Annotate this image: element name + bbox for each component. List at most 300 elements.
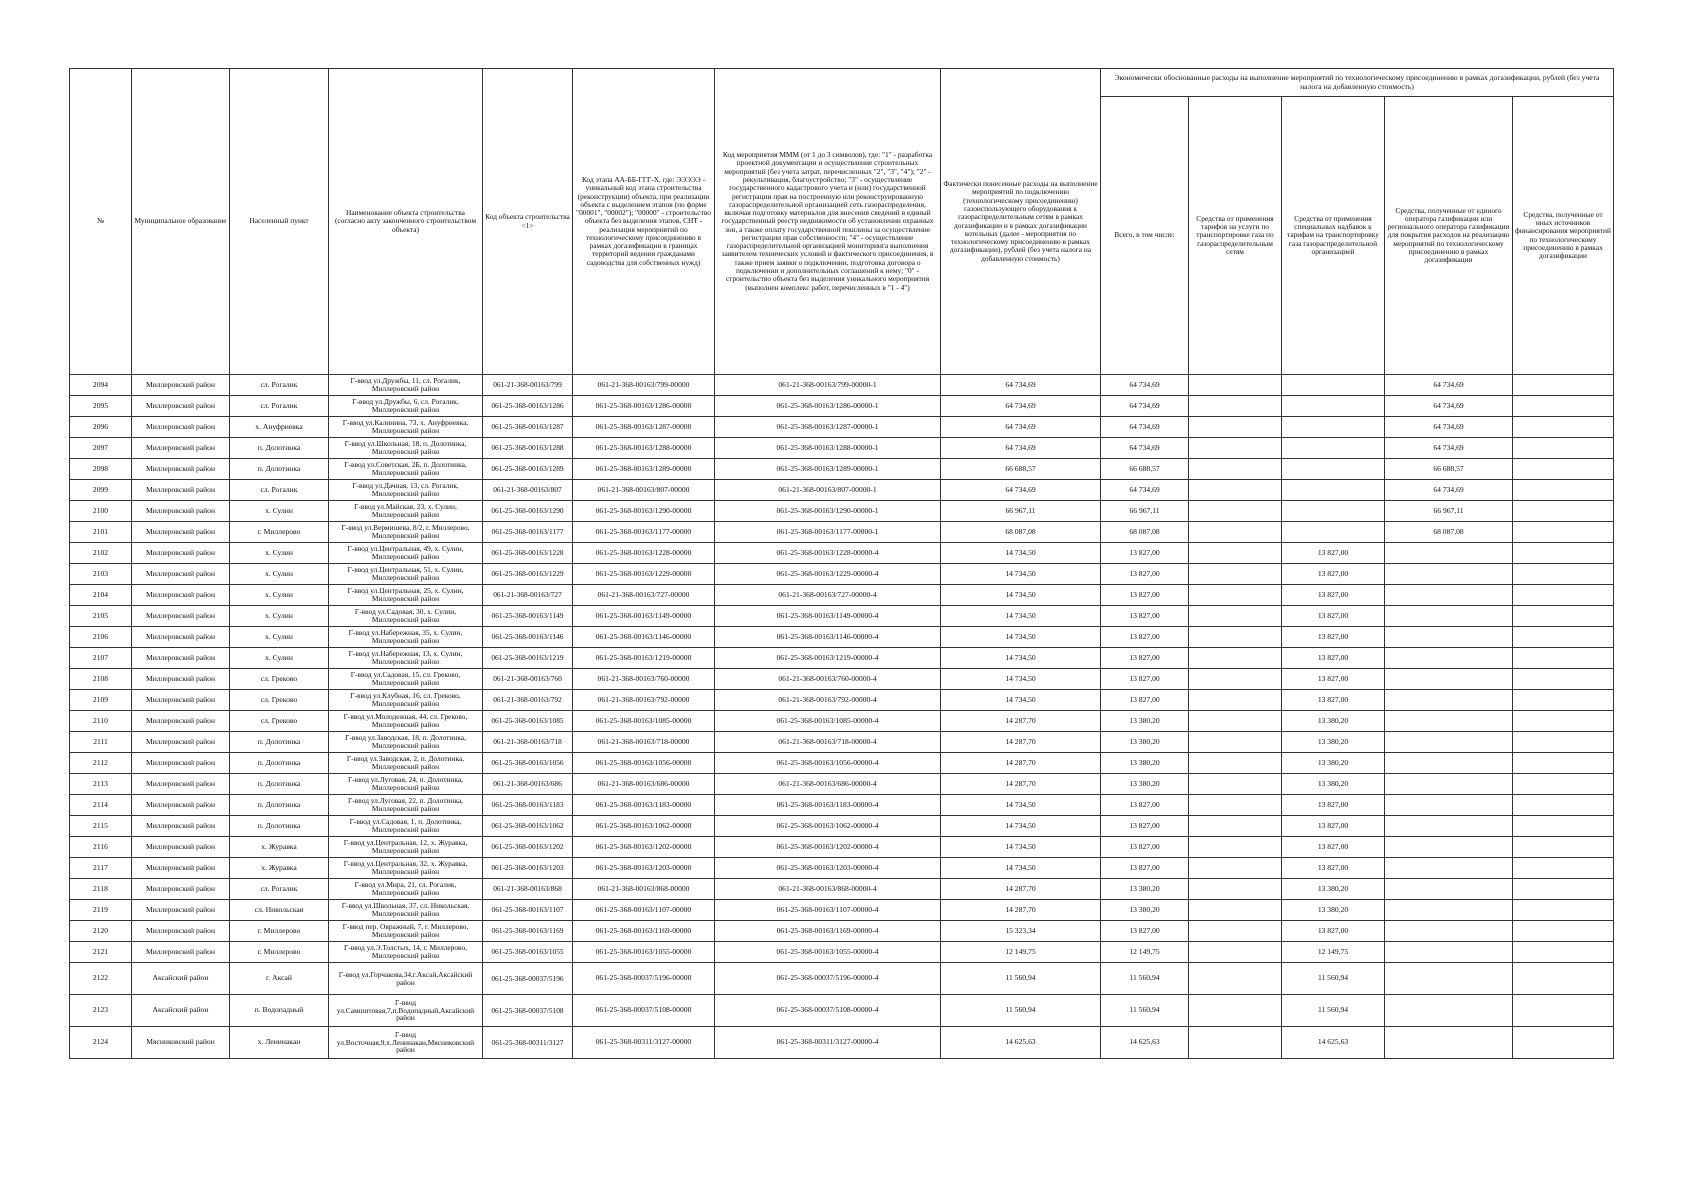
table-row — [70, 963, 1614, 995]
cell-operator-funds — [1385, 858, 1513, 879]
cell-stage-code: 061-21-368-00163/868-00000 — [573, 879, 715, 900]
cell-municipality: Аксайский район — [132, 963, 230, 995]
table-row — [70, 438, 1614, 459]
cell-event-code: 061-25-368-00163/1219-00000-4 — [715, 648, 941, 669]
cell-object-name: Г-ввод ул.Луговая, 22, п. Долотинка, Миллеровский район — [329, 795, 483, 816]
cell-other-sources — [1513, 543, 1614, 564]
cell-settlement: п. Долотинка — [230, 753, 329, 774]
cell-event-code: 061-21-368-00163/868-00000-4 — [715, 879, 941, 900]
cell-special-markup: 13 827,00 — [1282, 585, 1385, 606]
cell-actual-costs: 64 734,69 — [941, 480, 1101, 501]
cell-event-code: 061-21-368-00163/718-00000-4 — [715, 732, 941, 753]
cell-other-sources — [1513, 501, 1614, 522]
cell-other-sources — [1513, 438, 1614, 459]
cell-object-name: Г-ввод ул.Советская, 2Б, п. Долотинка, Миллеровский район — [329, 459, 483, 480]
cell-stage-code: 061-25-368-00163/1169-00000 — [573, 921, 715, 942]
cell-event-code: 061-25-368-00163/1177-00000-1 — [715, 522, 941, 543]
cell-municipality: Миллеровский район — [132, 879, 230, 900]
cell-actual-costs: 14 287,70 — [941, 711, 1101, 732]
header-stage-code: Код этапа АА-ББ-ГГГ-Х, где: ЭЭЭЭЭ - уникальный код этапа строительства (реконструкции) объекта, при реализации объекта с выделением этапов (по форме "00001", "00002"); "00000" - строительство объекта без выделения этапов, СНТ - реализация мероприятий по технологическому присоединению в рамках догазификации в границах территорий ведения гражданами садоводства для собственных нужд) — [573, 69, 715, 375]
header-municipality: Муниципальное образование — [132, 69, 230, 375]
cell-object-name: Г-ввод ул.Луговая, 24, п. Долотинка, Миллеровский район — [329, 774, 483, 795]
cell-operator-funds: 64 734,69 — [1385, 438, 1513, 459]
table-row — [70, 690, 1614, 711]
cell-total: 13 380,20 — [1101, 774, 1189, 795]
cell-object-name: Г-ввод ул.Заводская, 18, п. Долотинка, Миллеровский район — [329, 732, 483, 753]
cell-municipality: Миллеровский район — [132, 480, 230, 501]
cell-num: 2117 — [70, 858, 132, 879]
cell-special-markup: 13 380,20 — [1282, 774, 1385, 795]
cell-object-name: Г-ввод ул.Дружбы, 6, сл. Рогалик, Миллеровский район — [329, 396, 483, 417]
cell-settlement: п. Долотинка — [230, 816, 329, 837]
cell-event-code: 061-25-368-00163/1229-00000-4 — [715, 564, 941, 585]
cell-special-markup — [1282, 396, 1385, 417]
cell-other-sources — [1513, 711, 1614, 732]
cell-stage-code: 061-25-368-00163/1290-00000 — [573, 501, 715, 522]
cell-settlement: г. Миллерово — [230, 942, 329, 963]
cell-municipality: Мясниковский район — [132, 1027, 230, 1059]
cell-settlement: сл. Рогалик — [230, 375, 329, 396]
cell-total: 12 149,75 — [1101, 942, 1189, 963]
cell-other-sources — [1513, 1027, 1614, 1059]
cell-event-code: 061-25-368-00037/5196-00000-4 — [715, 963, 941, 995]
cell-event-code: 061-25-368-00163/1228-00000-4 — [715, 543, 941, 564]
cell-special-markup: 13 380,20 — [1282, 711, 1385, 732]
cell-actual-costs: 14 287,70 — [941, 879, 1101, 900]
cell-tariff-transport — [1189, 837, 1282, 858]
cell-tariff-transport — [1189, 879, 1282, 900]
cell-event-code: 061-25-368-00163/1286-00000-1 — [715, 396, 941, 417]
table-row — [70, 711, 1614, 732]
cell-num: 2096 — [70, 417, 132, 438]
cell-event-code: 061-25-368-00163/1183-00000-4 — [715, 795, 941, 816]
cell-object-name: Г-ввод ул.Дружбы, 11, сл. Рогалик, Миллеровский район — [329, 375, 483, 396]
cell-actual-costs: 14 734,50 — [941, 564, 1101, 585]
cell-settlement: п. Долотинка — [230, 459, 329, 480]
cell-municipality: Миллеровский район — [132, 585, 230, 606]
cell-special-markup — [1282, 522, 1385, 543]
table-row — [70, 459, 1614, 480]
header-event-code: Код мероприятия МММ (от 1 до 3 символов), где: "1" - разработка проектной документации и осуществление строительных мероприятий (без учета затрат, перечисленных "2", "3", "4"); "2" - рекультивация, благоустройство; "3" - осуществление государственного кадастрового учета и (или) государственной регистрации прав на построенную или реконструированную газораспределительной организацией сеть газораспределения, включая подготовку материалов для внесения сведений в единый государственный реестр недвижимости об установлении охранных зон, а также оплату государственной пошлины за осуществление регистрации прав собственности; "4" - осуществление газораспределительной организацией мониторинга выполнения заявителем технических условий и фактического присоединения, в также прием заявки о подключении, подготовка договора о подключении и дополнительных соглашений к нему; "0" - строительство объекта без выделения уникального мероприятия (выполнен комплекс работ, перечисленных в "1 - 4") — [715, 69, 941, 375]
cell-object-code: 061-25-368-00163/1146 — [483, 627, 573, 648]
cell-total: 64 734,69 — [1101, 480, 1189, 501]
cell-stage-code: 061-25-368-00163/1228-00000 — [573, 543, 715, 564]
cell-actual-costs: 12 149,75 — [941, 942, 1101, 963]
cell-operator-funds — [1385, 606, 1513, 627]
table-row — [70, 585, 1614, 606]
cell-settlement: п. Долотинка — [230, 795, 329, 816]
cell-actual-costs: 14 734,50 — [941, 837, 1101, 858]
cell-special-markup: 13 827,00 — [1282, 627, 1385, 648]
cell-actual-costs: 11 560,94 — [941, 995, 1101, 1027]
table-header — [70, 69, 1614, 375]
cell-object-name: Г-ввод ул.Набережная, 13, х. Сулин, Миллеровский район — [329, 648, 483, 669]
cell-municipality: Миллеровский район — [132, 795, 230, 816]
cell-other-sources — [1513, 858, 1614, 879]
cell-event-code: 061-25-368-00163/1290-00000-1 — [715, 501, 941, 522]
cell-special-markup: 13 827,00 — [1282, 648, 1385, 669]
cell-other-sources — [1513, 585, 1614, 606]
cell-tariff-transport — [1189, 585, 1282, 606]
cell-other-sources — [1513, 795, 1614, 816]
cell-object-name: Г-ввод ул.Садовая, 30, х. Сулин, Миллеровский район — [329, 606, 483, 627]
cell-municipality: Миллеровский район — [132, 858, 230, 879]
table-row — [70, 900, 1614, 921]
cell-stage-code: 061-21-368-00163/686-00000 — [573, 774, 715, 795]
cell-municipality: Миллеровский район — [132, 606, 230, 627]
cell-municipality: Миллеровский район — [132, 648, 230, 669]
cell-num: 2118 — [70, 879, 132, 900]
cell-object-code: 061-25-368-00163/1202 — [483, 837, 573, 858]
cell-stage-code: 061-25-368-00163/1287-00000 — [573, 417, 715, 438]
cell-object-code: 061-25-368-00163/1203 — [483, 858, 573, 879]
cell-municipality: Миллеровский район — [132, 942, 230, 963]
cell-other-sources — [1513, 816, 1614, 837]
cell-stage-code: 061-25-368-00163/1085-00000 — [573, 711, 715, 732]
cell-object-name: Г-ввод ул.Садовая, 15, сл. Греково, Миллеровский район — [329, 669, 483, 690]
cell-object-name: Г-ввод ул.Центральная, 49, х. Сулин, Миллеровский район — [329, 543, 483, 564]
cell-actual-costs: 14 734,50 — [941, 543, 1101, 564]
cell-actual-costs: 64 734,69 — [941, 396, 1101, 417]
cell-total: 13 380,20 — [1101, 753, 1189, 774]
header-special-markup: Средства от применения специальных надбавок к тарифам на транспортировку газа газораспределительной организацией — [1282, 97, 1385, 375]
cell-tariff-transport — [1189, 501, 1282, 522]
table-row — [70, 879, 1614, 900]
cell-other-sources — [1513, 879, 1614, 900]
cell-tariff-transport — [1189, 375, 1282, 396]
cell-total: 13 827,00 — [1101, 648, 1189, 669]
cell-object-code: 061-25-368-00163/1169 — [483, 921, 573, 942]
cell-stage-code: 061-21-368-00163/760-00000 — [573, 669, 715, 690]
cell-object-code: 061-25-368-00163/1177 — [483, 522, 573, 543]
cell-event-code: 061-21-368-00163/792-00000-4 — [715, 690, 941, 711]
header-eco-group: Экономически обоснованные расходы на выполнение мероприятий по технологическому присоединению в рамках догазификации, рублей (без учета налога на добавленную стоимость) — [1101, 69, 1614, 97]
cell-object-name: Г-ввод ул.Садовая, 1, п. Долотинка, Миллеровский район — [329, 816, 483, 837]
cell-other-sources — [1513, 837, 1614, 858]
cell-object-code: 061-25-368-00037/5196 — [483, 963, 573, 995]
cell-object-name: Г-ввод ул.Дачная, 13, сл. Рогалик, Миллеровский район — [329, 480, 483, 501]
cell-municipality: Миллеровский район — [132, 711, 230, 732]
cell-special-markup — [1282, 375, 1385, 396]
cell-total: 13 827,00 — [1101, 606, 1189, 627]
cell-object-name: Г-ввод ул.Центральная, 25, х. Сулин, Миллеровский район — [329, 585, 483, 606]
cell-stage-code: 061-21-368-00163/799-00000 — [573, 375, 715, 396]
cell-event-code: 061-21-368-00163/760-00000-4 — [715, 669, 941, 690]
cell-num: 2104 — [70, 585, 132, 606]
cell-tariff-transport — [1189, 564, 1282, 585]
cell-operator-funds: 64 734,69 — [1385, 375, 1513, 396]
cell-actual-costs: 14 734,50 — [941, 816, 1101, 837]
cell-event-code: 061-25-368-00163/1056-00000-4 — [715, 753, 941, 774]
cell-object-code: 061-21-368-00163/727 — [483, 585, 573, 606]
cell-actual-costs: 14 287,70 — [941, 774, 1101, 795]
cell-settlement: х. Журавка — [230, 837, 329, 858]
cell-stage-code: 061-25-368-00163/1202-00000 — [573, 837, 715, 858]
cell-object-code: 061-25-368-00037/5108 — [483, 995, 573, 1027]
cell-tariff-transport — [1189, 732, 1282, 753]
table-row — [70, 669, 1614, 690]
table-row — [70, 1027, 1614, 1059]
cell-settlement: п. Водопадный — [230, 995, 329, 1027]
cell-actual-costs: 66 688,57 — [941, 459, 1101, 480]
cell-stage-code: 061-25-368-00163/1056-00000 — [573, 753, 715, 774]
cell-other-sources — [1513, 606, 1614, 627]
cell-stage-code: 061-25-368-00163/1229-00000 — [573, 564, 715, 585]
cell-tariff-transport — [1189, 522, 1282, 543]
cell-operator-funds — [1385, 963, 1513, 995]
cell-settlement: х. Ануфриевка — [230, 417, 329, 438]
cell-event-code: 061-25-368-00163/1149-00000-4 — [715, 606, 941, 627]
cell-event-code: 061-25-368-00311/3127-00000-4 — [715, 1027, 941, 1059]
cell-municipality: Миллеровский район — [132, 396, 230, 417]
cell-other-sources — [1513, 690, 1614, 711]
cell-num: 2097 — [70, 438, 132, 459]
cell-municipality: Миллеровский район — [132, 690, 230, 711]
cell-event-code: 061-25-368-00163/1146-00000-4 — [715, 627, 941, 648]
cell-special-markup: 13 380,20 — [1282, 900, 1385, 921]
cell-num: 2107 — [70, 648, 132, 669]
table-row — [70, 753, 1614, 774]
cell-municipality: Миллеровский район — [132, 459, 230, 480]
cell-event-code: 061-21-368-00163/727-00000-4 — [715, 585, 941, 606]
table-row — [70, 732, 1614, 753]
table-body — [70, 375, 1614, 1059]
cell-num: 2120 — [70, 921, 132, 942]
cell-other-sources — [1513, 942, 1614, 963]
cell-other-sources — [1513, 669, 1614, 690]
cell-municipality: Миллеровский район — [132, 522, 230, 543]
cell-settlement: х. Ленинакан — [230, 1027, 329, 1059]
cell-object-code: 061-25-368-00163/1287 — [483, 417, 573, 438]
cell-stage-code: 061-25-368-00163/1288-00000 — [573, 438, 715, 459]
cell-total: 66 967,11 — [1101, 501, 1189, 522]
cell-other-sources — [1513, 480, 1614, 501]
cell-object-name: Г-ввод ул.Клубная, 16, сл. Греково, Миллеровский район — [329, 690, 483, 711]
table-row — [70, 858, 1614, 879]
cell-tariff-transport — [1189, 921, 1282, 942]
cell-operator-funds — [1385, 585, 1513, 606]
cell-event-code: 061-25-368-00163/1289-00000-1 — [715, 459, 941, 480]
cell-event-code: 061-25-368-00163/1107-00000-4 — [715, 900, 941, 921]
cell-object-name: Г-ввод ул.Восточная,9,х.Ленинакан,Мясниковский район — [329, 1027, 483, 1059]
cell-total: 11 560,94 — [1101, 995, 1189, 1027]
cell-stage-code: 061-25-368-00163/1203-00000 — [573, 858, 715, 879]
cell-num: 2116 — [70, 837, 132, 858]
cell-operator-funds — [1385, 942, 1513, 963]
cell-operator-funds — [1385, 669, 1513, 690]
cell-other-sources — [1513, 774, 1614, 795]
cell-municipality: Миллеровский район — [132, 417, 230, 438]
table-row — [70, 522, 1614, 543]
cell-object-code: 061-25-368-00163/1290 — [483, 501, 573, 522]
cell-special-markup: 12 149,75 — [1282, 942, 1385, 963]
cell-special-markup: 13 380,20 — [1282, 753, 1385, 774]
table-row — [70, 648, 1614, 669]
cell-object-code: 061-25-368-00163/1219 — [483, 648, 573, 669]
cell-object-name: Г-ввод ул.Школьная, 37, сл. Никольская, Миллеровский район — [329, 900, 483, 921]
header-operator-funds: Средства, полученные от единого оператора газификации или регионального оператора газификации для покрытия расходов на реализацию мероприятий по технологическому присоединению в рамках догазификации — [1385, 97, 1513, 375]
cell-settlement: х. Сулин — [230, 501, 329, 522]
cell-operator-funds — [1385, 711, 1513, 732]
cell-actual-costs: 14 734,50 — [941, 627, 1101, 648]
cell-other-sources — [1513, 522, 1614, 543]
cell-municipality: Миллеровский район — [132, 543, 230, 564]
cell-other-sources — [1513, 459, 1614, 480]
cell-special-markup — [1282, 459, 1385, 480]
cell-actual-costs: 14 287,70 — [941, 753, 1101, 774]
cell-operator-funds — [1385, 795, 1513, 816]
cell-num: 2108 — [70, 669, 132, 690]
cell-municipality: Миллеровский район — [132, 501, 230, 522]
cell-stage-code: 061-25-368-00163/1055-00000 — [573, 942, 715, 963]
cell-other-sources — [1513, 963, 1614, 995]
cell-tariff-transport — [1189, 900, 1282, 921]
cell-tariff-transport — [1189, 480, 1282, 501]
cell-stage-code: 061-21-368-00163/807-00000 — [573, 480, 715, 501]
cell-municipality: Миллеровский район — [132, 816, 230, 837]
cell-operator-funds: 64 734,69 — [1385, 396, 1513, 417]
cell-stage-code: 061-25-368-00163/1149-00000 — [573, 606, 715, 627]
cell-event-code: 061-25-368-00163/1062-00000-4 — [715, 816, 941, 837]
cell-event-code: 061-21-368-00163/686-00000-4 — [715, 774, 941, 795]
cell-actual-costs: 14 734,50 — [941, 858, 1101, 879]
cell-num: 2113 — [70, 774, 132, 795]
cell-actual-costs: 14 287,70 — [941, 900, 1101, 921]
cell-total: 13 827,00 — [1101, 795, 1189, 816]
cell-total: 13 380,20 — [1101, 711, 1189, 732]
cell-municipality: Миллеровский район — [132, 921, 230, 942]
cell-object-name: Г-ввод ул.Горчакова,34,г.Аксай,Аксайский район — [329, 963, 483, 995]
cell-num: 2111 — [70, 732, 132, 753]
cell-num: 2123 — [70, 995, 132, 1027]
cell-tariff-transport — [1189, 396, 1282, 417]
cell-tariff-transport — [1189, 774, 1282, 795]
table-row — [70, 774, 1614, 795]
cell-object-code: 061-25-368-00163/1056 — [483, 753, 573, 774]
cell-num: 2095 — [70, 396, 132, 417]
cell-total: 13 827,00 — [1101, 690, 1189, 711]
cell-object-name: Г-ввод ул.Калинина, 73, х. Ануфриевка, Миллеровский район — [329, 417, 483, 438]
cell-object-code: 061-21-368-00163/792 — [483, 690, 573, 711]
cell-tariff-transport — [1189, 543, 1282, 564]
table-row — [70, 417, 1614, 438]
table-row — [70, 795, 1614, 816]
cell-stage-code: 061-21-368-00163/727-00000 — [573, 585, 715, 606]
cell-object-code: 061-21-368-00163/718 — [483, 732, 573, 753]
cell-special-markup: 11 560,94 — [1282, 963, 1385, 995]
cell-num: 2100 — [70, 501, 132, 522]
table-row — [70, 564, 1614, 585]
cell-tariff-transport — [1189, 963, 1282, 995]
cell-num: 2114 — [70, 795, 132, 816]
cell-object-code: 061-21-368-00163/760 — [483, 669, 573, 690]
cell-tariff-transport — [1189, 690, 1282, 711]
cell-other-sources — [1513, 921, 1614, 942]
cell-total: 64 734,69 — [1101, 417, 1189, 438]
cell-num: 2110 — [70, 711, 132, 732]
cell-actual-costs: 64 734,69 — [941, 438, 1101, 459]
cell-object-code: 061-25-368-00163/1286 — [483, 396, 573, 417]
cell-special-markup — [1282, 438, 1385, 459]
cell-actual-costs: 14 625,63 — [941, 1027, 1101, 1059]
cell-settlement: сл. Греково — [230, 669, 329, 690]
cell-stage-code: 061-25-368-00163/1107-00000 — [573, 900, 715, 921]
header-tariff-transport: Средства от применения тарифов на услуги по транспортировке газа по газораспределительным сетям — [1189, 97, 1282, 375]
cell-object-code: 061-21-368-00163/807 — [483, 480, 573, 501]
cell-total: 64 734,69 — [1101, 396, 1189, 417]
cell-other-sources — [1513, 417, 1614, 438]
cell-total: 13 827,00 — [1101, 564, 1189, 585]
cell-special-markup: 13 827,00 — [1282, 816, 1385, 837]
cell-actual-costs: 64 734,69 — [941, 375, 1101, 396]
cell-actual-costs: 14 734,50 — [941, 606, 1101, 627]
cell-stage-code: 061-25-368-00311/3127-00000 — [573, 1027, 715, 1059]
cell-actual-costs: 14 734,50 — [941, 648, 1101, 669]
cell-special-markup: 13 827,00 — [1282, 795, 1385, 816]
cell-operator-funds: 64 734,69 — [1385, 417, 1513, 438]
cell-num: 2098 — [70, 459, 132, 480]
cell-object-name: Г-ввод ул.Молодежная, 44, сл. Греково, Миллеровский район — [329, 711, 483, 732]
cell-total: 13 827,00 — [1101, 543, 1189, 564]
cell-total: 66 688,57 — [1101, 459, 1189, 480]
cell-settlement: х. Сулин — [230, 543, 329, 564]
costs-table — [69, 68, 1614, 1059]
cell-total: 13 827,00 — [1101, 585, 1189, 606]
cell-total: 13 380,20 — [1101, 732, 1189, 753]
cell-other-sources — [1513, 396, 1614, 417]
cell-total: 14 625,63 — [1101, 1027, 1189, 1059]
cell-municipality: Миллеровский район — [132, 627, 230, 648]
cell-special-markup: 13 827,00 — [1282, 921, 1385, 942]
cell-num: 2102 — [70, 543, 132, 564]
table-row — [70, 816, 1614, 837]
cell-actual-costs: 68 087,08 — [941, 522, 1101, 543]
cell-stage-code: 061-25-368-00037/5196-00000 — [573, 963, 715, 995]
cell-object-name: Г-ввод ул.Центральная, 32, х. Журавка, Миллеровский район — [329, 858, 483, 879]
cell-operator-funds — [1385, 1027, 1513, 1059]
table-row — [70, 606, 1614, 627]
cell-settlement: п. Долотинка — [230, 774, 329, 795]
cell-special-markup: 14 625,63 — [1282, 1027, 1385, 1059]
cell-object-code: 061-25-368-00163/1107 — [483, 900, 573, 921]
cell-special-markup: 13 827,00 — [1282, 606, 1385, 627]
cell-operator-funds: 66 688,57 — [1385, 459, 1513, 480]
header-actual-costs: Фактически понесенные расходы на выполнение мероприятий по подключению (технологическому присоединению) газоиспользующего оборудования к газораспределительным сетям в рамках догазификации и в рамках догазификации котельных (далее - мероприятия по технологическому присоединению в рамках догазификации), рублей (без учета налога на добавленную стоимость) — [941, 69, 1101, 375]
cell-settlement: сл. Рогалик — [230, 480, 329, 501]
cell-num: 2099 — [70, 480, 132, 501]
cell-tariff-transport — [1189, 816, 1282, 837]
cell-operator-funds — [1385, 753, 1513, 774]
document-sheet — [69, 68, 1614, 1059]
cell-num: 2121 — [70, 942, 132, 963]
cell-special-markup: 13 827,00 — [1282, 837, 1385, 858]
cell-municipality: Миллеровский район — [132, 753, 230, 774]
cell-object-code: 061-25-368-00163/1229 — [483, 564, 573, 585]
cell-tariff-transport — [1189, 459, 1282, 480]
cell-tariff-transport — [1189, 606, 1282, 627]
cell-object-name: Г-ввод ул.Э.Толстых, 14, г. Миллерово, Миллеровский район — [329, 942, 483, 963]
cell-tariff-transport — [1189, 648, 1282, 669]
cell-event-code: 061-25-368-00163/1288-00000-1 — [715, 438, 941, 459]
cell-num: 2101 — [70, 522, 132, 543]
cell-operator-funds — [1385, 900, 1513, 921]
cell-object-code: 061-25-368-00163/1149 — [483, 606, 573, 627]
cell-object-code: 061-21-368-00163/799 — [483, 375, 573, 396]
cell-tariff-transport — [1189, 995, 1282, 1027]
cell-num: 2109 — [70, 690, 132, 711]
cell-stage-code: 061-25-368-00163/1146-00000 — [573, 627, 715, 648]
cell-special-markup: 13 827,00 — [1282, 669, 1385, 690]
